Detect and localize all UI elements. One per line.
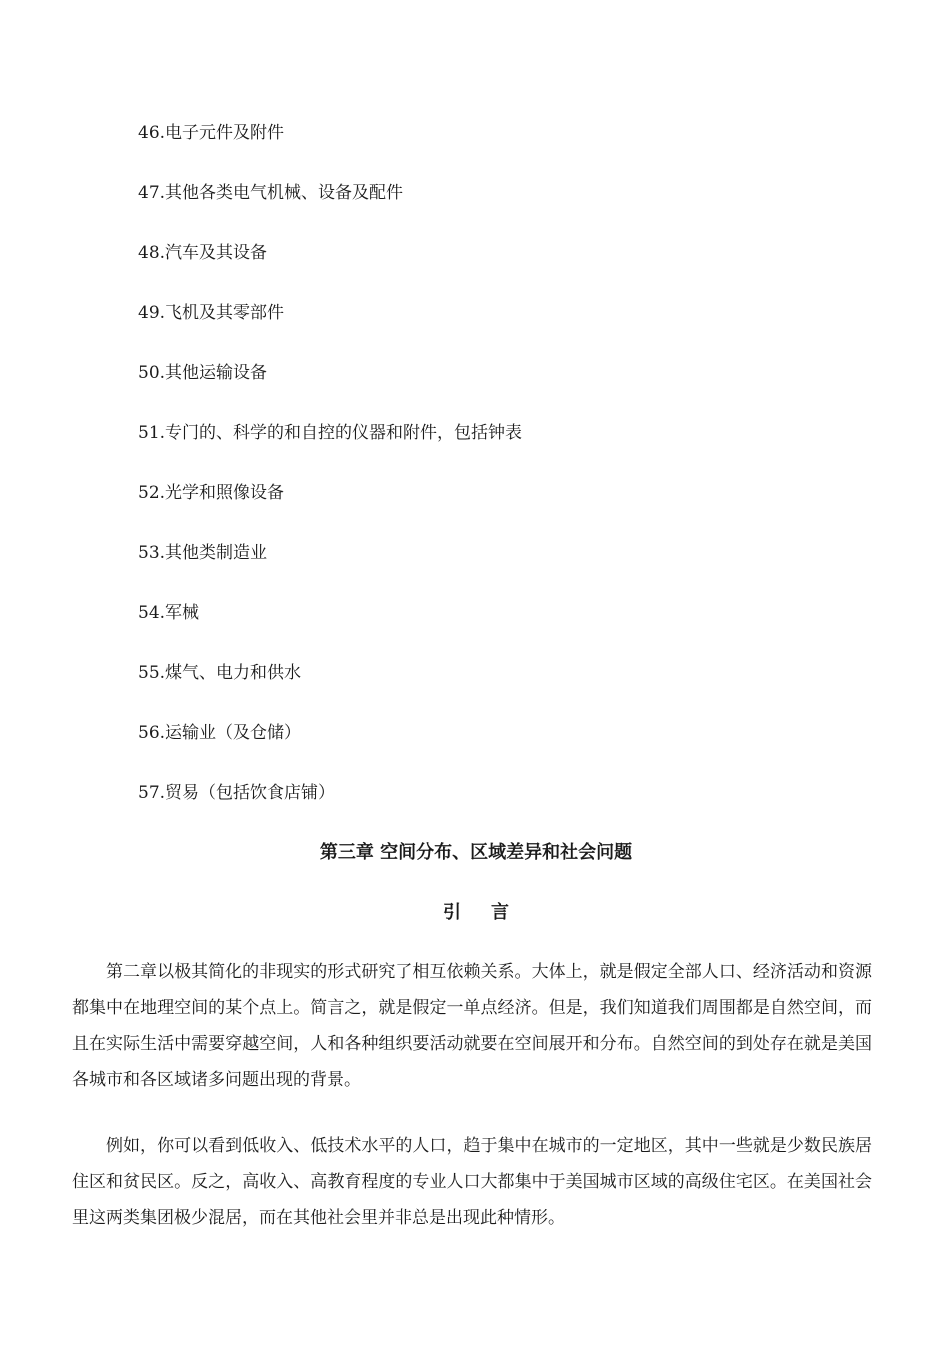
list-item: 51.专门的、科学的和自控的仪器和附件，包括钟表 (138, 423, 523, 443)
section-title: 引言 (443, 902, 539, 923)
list-item: 52.光学和照像设备 (138, 483, 285, 503)
industry-list (138, 120, 522, 840)
chapter-title: 第三章 空间分布、区域差异和社会问题 (319, 842, 633, 863)
list-item: 48.汽车及其设备 (138, 243, 268, 263)
list-item: 49.飞机及其零部件 (138, 303, 285, 323)
list-item: 55.煤气、电力和供水 (138, 663, 302, 683)
list-item: 54.军械 (138, 603, 200, 623)
list-item: 53.其他类制造业 (138, 543, 268, 563)
list-item: 56.运输业（及仓储） (138, 723, 302, 743)
list-item: 47.其他各类电气机械、设备及配件 (138, 183, 404, 203)
body-paragraph: 例如，你可以看到低收入、低技术水平的人口，趋于集中在城市的一定地区，其中一些就是少数民族居住区和贫民区。反之，高收入、高教育程度的专业人口大都集中于美国城市区域的高级住宅区。在美国社会里这两类集团极少混居，而在其他社会里并非总是出现此种情形。 (72, 1136, 872, 1228)
list-item: 46.电子元件及附件 (138, 123, 285, 143)
list-item: 57.贸易（包括饮食店铺） (138, 783, 336, 803)
list-item: 50.其他运输设备 (138, 363, 268, 383)
body-paragraph: 第二章以极其简化的非现实的形式研究了相互依赖关系。大体上，就是假定全部人口、经济活动和资源都集中在地理空间的某个点上。简言之，就是假定一单点经济。但是，我们知道我们周围都是自然空间，而且在实际生活中需要穿越空间，人和各种组织要活动就要在空间展开和分布。自然空间的到处存在就是美国各城市和各区域诸多问题出现的背景。 (72, 962, 872, 1090)
